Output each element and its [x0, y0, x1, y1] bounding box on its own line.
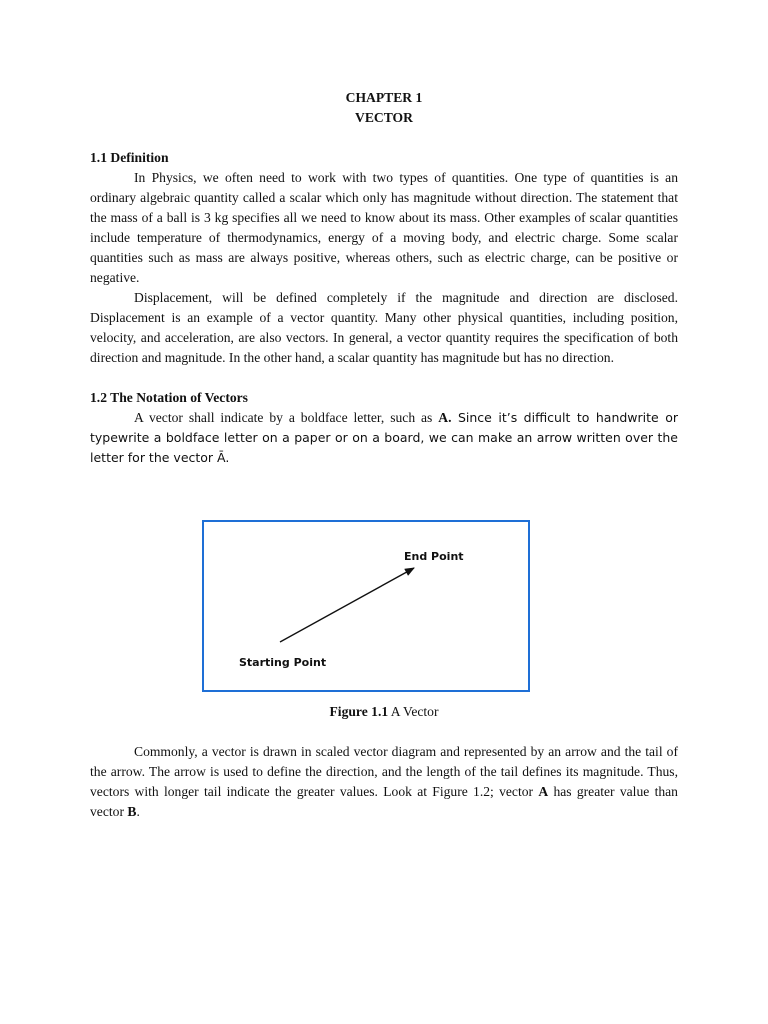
chapter-title: VECTOR — [355, 110, 413, 125]
end-point-label: End Point — [404, 550, 464, 563]
closing-section — [90, 742, 678, 822]
vector-figure — [202, 520, 530, 692]
definition-paragraph-2: Displacement, will be defined completely if the magnitude and direction are disclosed. Displacement is an example of a vector quantity. Many other physical quantities, including position, velocity, and acceleration, are also vectors. In general, a vector quantity requires the specification of both direction and magnitude. In the other hand, a scalar quantity has magnitude but has no direction. — [90, 290, 678, 365]
notation-bold-letter: A. — [438, 410, 452, 425]
closing-text-2: has greater value than vector — [90, 784, 678, 819]
closing-text-3: . — [136, 804, 140, 819]
figure-caption-text: A Vector — [388, 704, 439, 719]
section-title-notation: 1.2 The Notation of Vectors — [90, 390, 248, 405]
chapter-heading — [90, 88, 678, 128]
section-title-definition: 1.1 Definition — [90, 150, 169, 165]
definition-paragraph-1: In Physics, we often need to work with two types of quantities. One type of quantities is an ordinary algebraic quantity called a scalar which only has magnitude without direction. The statement that the mass of a ball is 3 kg specifies all we need to know about its mass. Other examples of scalar quantities include temperature of thermodynamics, energy of a moving body, and electric charge. Some scalar quantities such as mass are always positive, whereas others, such as electric charge, can be positive or negative. — [90, 170, 678, 285]
vector-a-bold: A — [538, 784, 549, 799]
document-page — [90, 88, 678, 468]
figure-caption — [0, 702, 768, 722]
notation-paragraph — [90, 408, 678, 468]
closing-text-1: Commonly, a vector is drawn in scaled vector diagram and represented by an arrow and the tail of the arrow. The arrow is used to define the direction, and the length of the tail defines its magnitude. Thus, vectors with longer tail indicate the greater values. Look at Figure 1.2; vector — [90, 744, 678, 799]
starting-point-label: Starting Point — [239, 656, 327, 669]
notation-text-start: A vector shall indicate by a boldface letter, such as — [134, 410, 439, 425]
vector-b-bold: B — [127, 804, 137, 819]
figure-caption-number: Figure 1.1 — [329, 704, 389, 719]
section-notation — [90, 388, 678, 468]
closing-paragraph — [90, 742, 678, 822]
notation-text-rest: Since it’s difficult to handwrite or typewrite a boldface letter on a paper or on a board, we can make an arrow written over the letter for the vector Ā. — [90, 410, 678, 465]
chapter-number: CHAPTER 1 — [345, 90, 423, 105]
section-definition — [90, 148, 678, 368]
vector-arrow-line — [280, 568, 414, 642]
